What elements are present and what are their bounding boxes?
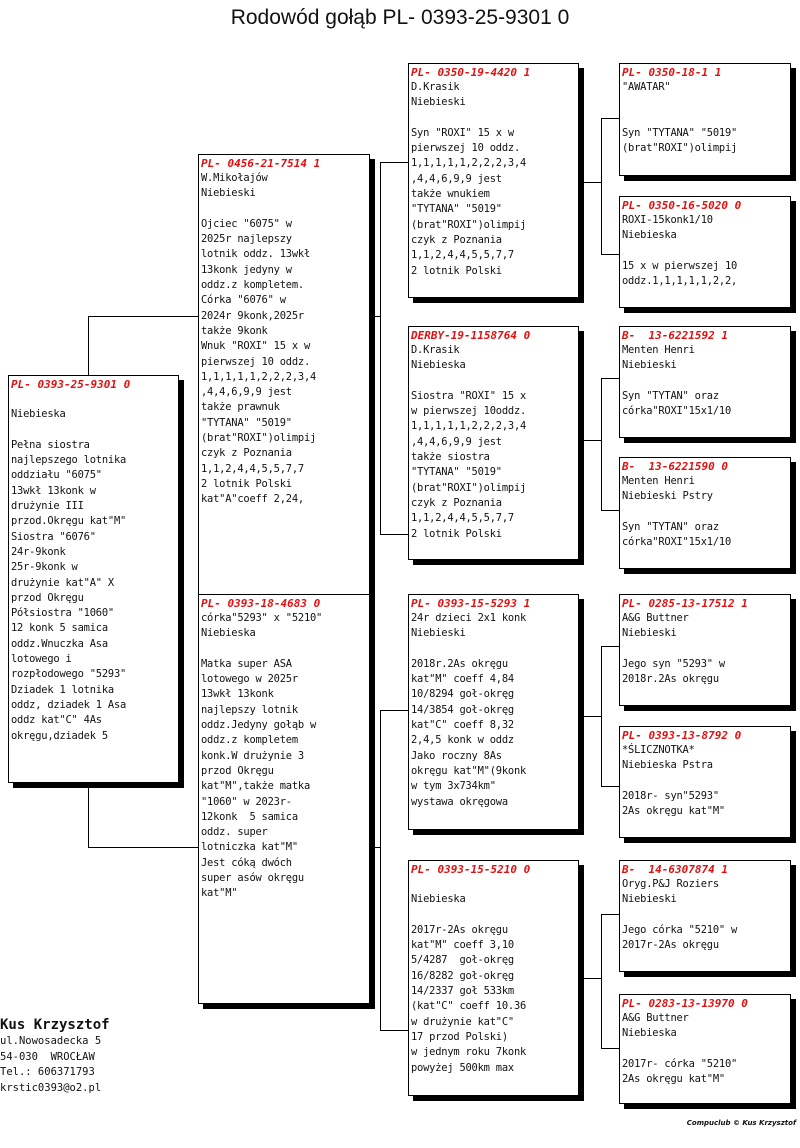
connector [579,978,601,979]
ring-number: B- 13-6221590 0 [622,460,728,473]
ring-number: PL- 0350-18-1 1 [622,66,722,79]
ring-number: PL- 0393-13-8792 0 [622,729,742,742]
breeder-info [0,1016,110,1096]
pedigree-card-dam[interactable] [198,594,370,1004]
connector [370,847,380,848]
page-title: Rodowód gołąb PL- 0393-25-9301 0 [230,6,570,29]
connector [601,510,619,511]
card-details: A&G Buttner Niebieska 2017r- córka "5210" 2As okręgu kat"M" [622,1012,738,1086]
connector [380,162,408,163]
connector [88,316,198,317]
card-details: Niebieska 2017r-2As okręgu kat"M" coeff 3,10 5/4287 goł-okręg 16/8282 goł-okręg 14/2337 goł 533km (kat"C" coeff 10.36 w drużynie kat"C" 17 przod Polski) w jednym roku 7konk powyżej 500km max [411,893,527,1074]
connector [601,646,602,786]
ring-number: PL- 0393-15-5293 1 [411,597,531,610]
connector [579,440,601,441]
ring-number: PL- 0456-21-7514 1 [201,157,321,170]
connector [601,914,602,1048]
ring-number: PL- 0283-13-13970 0 [622,997,748,1010]
connector [601,378,619,379]
pedigree-card-ggp-1[interactable] [619,63,791,176]
card-details: Oryg.P&J Roziers Niebieski Jego córka "5210" w 2017r-2As okręgu [622,878,738,952]
pedigree-card-subject[interactable] [8,375,179,783]
pedigree-card-ggp-4[interactable] [619,457,791,569]
connector [601,1048,619,1049]
pedigree-card-ggp-2[interactable] [619,196,791,308]
pedigree-card-ggp-3[interactable] [619,326,791,438]
connector [370,316,380,317]
pedigree-card-sire-sire[interactable] [408,63,579,298]
card-details: W.Mikołajów Niebieski Ojciec "6075" w 2025r najlepszy lotnik oddz. 13wkł 13konk jedyny w oddz.z kompletem. Córka "6076" w 2024r 9konk,2025r także 9konk Wnuk "ROXI" 15 x w pierwszej 10 oddz. 1,1,1,1,1,2,2,2,3,4 ,4,4,6,9,9 jest także prawnuk "TYTANA" "5019" (brat"ROXI")olimpij czyk z Poznania 1,1,2,4,4,5,5,7,7 2 lotnik Polski kat"A"coeff 2,24, [201,172,317,506]
connector [579,182,601,183]
connector [380,710,408,711]
pedigree-card-dam-dam[interactable] [408,860,579,1096]
connector [380,710,381,1030]
pedigree-card-ggp-8[interactable] [619,994,791,1104]
ring-number: B- 13-6221592 1 [622,329,728,342]
connector [601,254,619,255]
copyright-notice: Compuclub © Kus Krzysztof [686,1119,796,1127]
card-details: D.Krasik Niebieski Syn "ROXI" 15 x w pierwszej 10 oddz. 1,1,1,1,1,2,2,2,3,4 ,4,4,6,9,9 jest także wnukiem "TYTANA" "5019" (brat"ROXI")olimpij czyk z Poznania 1,1,2,4,4,5,5,7,7 2 lotnik Polski [411,81,527,277]
card-details: 24r dzieci 2x1 konk Niebieski 2018r.2As okręgu kat"M" coeff 4,84 10/8294 goł-okręg 14/3854 goł-okręg kat"C" coeff 8,32 2,4,5 konk w oddz Jako roczny 8As okręgu kat"M"(9konk w tym 3x734km" wystawa okręgowa [411,612,527,808]
connector [601,914,619,915]
card-details: A&G Buttner Niebieski Jego syn "5293" w 2018r.2As okręgu [622,612,725,686]
pedigree-card-sire-dam[interactable] [408,326,579,560]
pedigree-card-ggp-7[interactable] [619,860,791,972]
ring-number: PL- 0393-18-4683 0 [201,597,321,610]
card-details: Menten Henri Niebieski Pstry Syn "TYTAN" oraz córka"ROXI"15x1/10 [622,475,732,549]
connector [601,786,619,787]
pedigree-card-dam-sire[interactable] [408,594,579,830]
connector [88,783,89,847]
card-details: "AWATAR" Syn "TYTANA" "5019" (brat"ROXI")olimpij [622,81,738,155]
connector [380,1030,408,1031]
ring-number: PL- 0393-25-9301 0 [11,378,131,391]
connector [601,378,602,510]
ring-number: PL- 0350-19-4420 1 [411,66,531,79]
connector [380,162,381,534]
card-details: córka"5293" x "5210" Niebieska Matka super ASA lotowego w 2025r 13wkł 13konk najlepszy lotnik oddz.Jedyny gołąb w oddz.z kompletem konk.W drużynie 3 przod Okręgu kat"M",także matka "1060" w 2023r- 12konk 5 samica oddz. super lotniczka kat"M" Jest cóką dwóch super asów okręgu kat"M" [201,612,323,900]
card-details: D.Krasik Niebieska Siostra "ROXI" 15 x w pierwszej 10oddz. 1,1,1,1,1,2,2,2,3,4 ,4,4,6,9,9 jest także siostra "TYTANA" "5019" (brat"ROXI")olimpij czyk z Poznania 1,1,2,4,4,5,5,7,7 2 lotnik Polski [411,344,527,540]
breeder-address: ul.Nowosadecka 5 54-030 WROCŁAW Tel.: 606371793 krstic0393@o2.pl [0,1035,102,1094]
connector [601,118,602,254]
pedigree-card-ggp-5[interactable] [619,594,791,706]
breeder-name: Kus Krzysztof [0,1017,110,1033]
connector [579,716,601,717]
ring-number: PL- 0350-16-5020 0 [622,199,742,212]
ring-number: PL- 0285-13-17512 1 [622,597,748,610]
connector [380,534,408,535]
ring-number: PL- 0393-15-5210 0 [411,863,531,876]
card-details: Menten Henri Niebieski Syn "TYTAN" oraz córka"ROXI"15x1/10 [622,344,732,418]
pedigree-card-sire[interactable] [198,154,370,598]
connector [88,847,198,848]
connector [88,316,89,376]
pedigree-card-ggp-6[interactable] [619,726,791,838]
card-details: Niebieska Pełna siostra najlepszego lotnika oddziału "6075" 13wkł 13konk w drużynie III przod.Okręgu kat"M" Siostra "6076" 24r-9konk 25r-9konk w drużynie kat"A" X przod Okręgu Półsiostra "1060" 12 konk 5 samica oddz.Wnuczka Asa lotowego i rozpłodowego "5293" Dziadek 1 lotnika oddz, dziadek 1 Asa oddz kat"C" 4As okręgu,dziadek 5 [11,408,127,742]
ring-number: DERBY-19-1158764 0 [411,329,531,342]
connector [601,646,619,647]
card-details: *ŚLICZNOTKA* Niebieska Pstra 2018r- syn"5293" 2As okręgu kat"M" [622,744,725,818]
connector [601,118,619,119]
ring-number: B- 14-6307874 1 [622,863,728,876]
card-details: ROXI-15konk1/10 Niebieska 15 x w pierwszej 10 oddz.1,1,1,1,1,2,2, [622,214,738,288]
